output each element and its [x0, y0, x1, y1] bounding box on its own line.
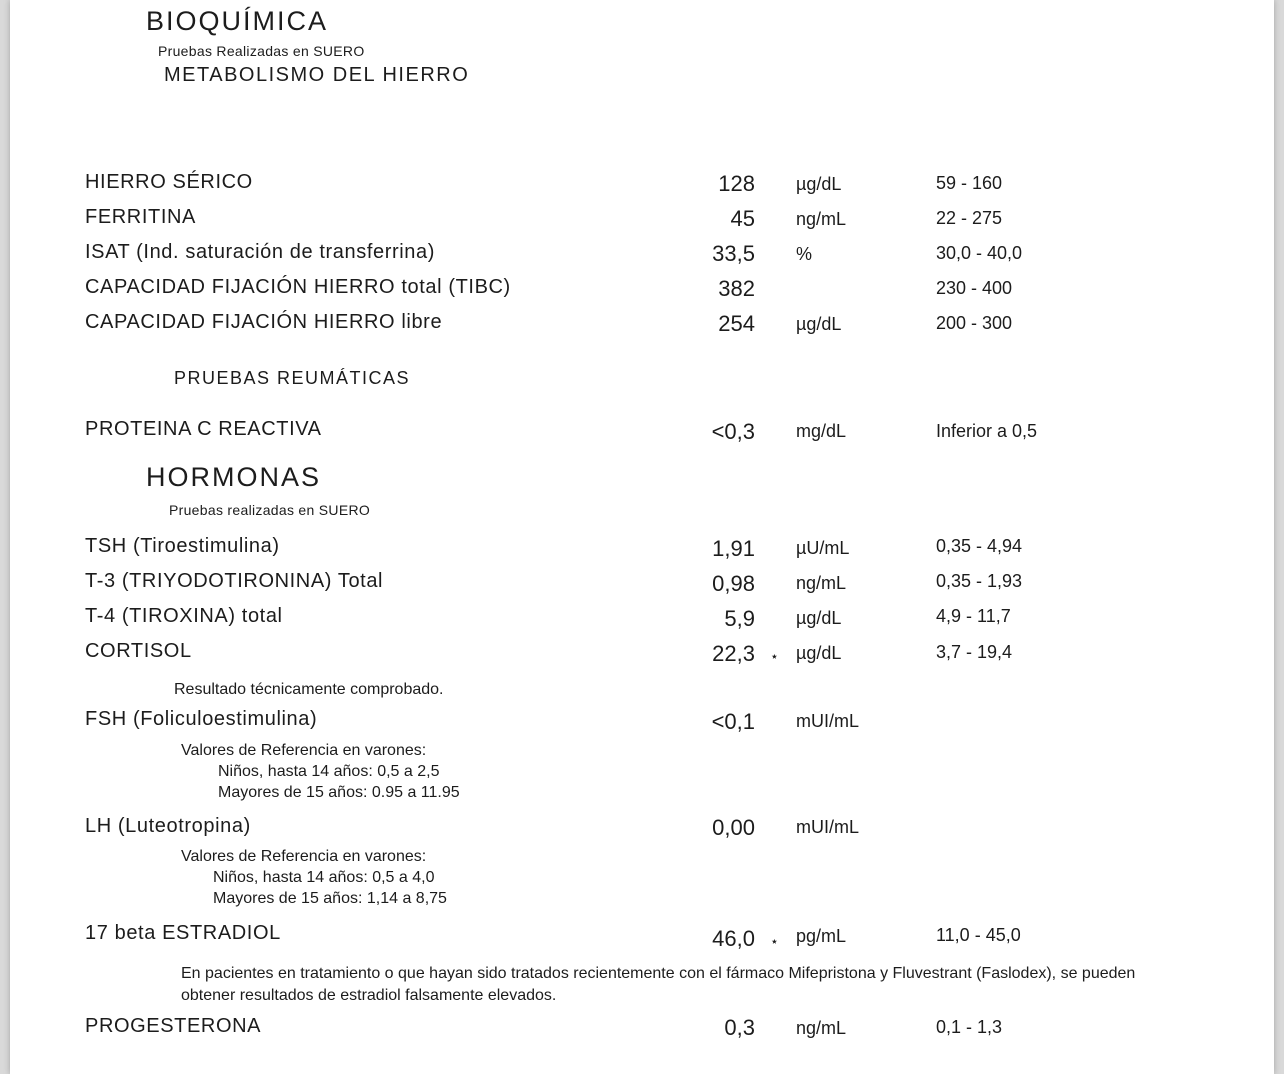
test-value: 128: [718, 171, 755, 196]
test-reference: Inferior a 0,5: [936, 421, 1038, 441]
test-name: CORTISOL: [85, 640, 192, 662]
test-value: 382: [718, 276, 755, 301]
test-reference: 0,35 - 4,94: [936, 536, 1023, 556]
report-subtitle: Pruebas Realizadas en SUERO: [158, 43, 365, 59]
test-reference: 30,0 - 40,0: [936, 243, 1023, 263]
test-value: 254: [718, 311, 755, 336]
test-name: T-4 (TIROXINA) total: [85, 605, 283, 627]
test-value: <0,3: [711, 419, 755, 444]
test-reference: 4,9 - 11,7: [936, 606, 1011, 626]
fsh-reference-heading: Valores de Referencia en varones:: [181, 742, 427, 759]
test-reference: 230 - 400: [936, 278, 1013, 298]
test-name: ISAT (Ind. saturación de transferrina): [85, 241, 435, 263]
test-reference: 0,35 - 1,93: [936, 571, 1023, 591]
test-name: T-3 (TRIYODOTIRONINA) Total: [85, 570, 384, 592]
abnormal-flag-icon: ⋆: [770, 933, 779, 949]
fsh-reference-adults: Mayores de 15 años: 0.95 a 11.95: [218, 784, 460, 801]
report-title: BIOQUÍMICA: [146, 6, 329, 36]
test-reference: 200 - 300: [936, 313, 1013, 333]
test-reference: 0,1 - 1,3: [936, 1017, 1003, 1037]
test-unit: µg/dL: [796, 314, 842, 334]
test-reference: 11,0 - 45,0: [936, 925, 1021, 945]
test-value: 0,98: [712, 571, 755, 596]
test-value: <0,1: [711, 709, 755, 734]
test-value: 45: [730, 206, 755, 231]
test-unit: ng/mL: [796, 209, 847, 229]
test-unit: µU/mL: [796, 538, 850, 558]
test-unit: ng/mL: [796, 1018, 847, 1038]
section-title-hormones: HORMONAS: [146, 462, 322, 492]
test-unit: µg/dL: [796, 608, 842, 628]
test-unit: ng/mL: [796, 573, 847, 593]
test-value: 0,3: [724, 1015, 755, 1040]
test-name: PROGESTERONA: [85, 1015, 262, 1037]
test-name: CAPACIDAD FIJACIÓN HIERRO libre: [85, 311, 443, 333]
test-value: 33,5: [712, 241, 755, 266]
estradiol-note: En pacientes en tratamiento o que hayan sido tratados recientemente con el fármaco Mifepristona y Fluvestrant (Faslodex), se pueden obtener resultados de estradiol falsamente elevados.: [181, 965, 1136, 1004]
hormones-subtitle: Pruebas realizadas en SUERO: [169, 502, 371, 518]
section-title-rheum: PRUEBAS REUMÁTICAS: [174, 368, 411, 388]
test-value: 5,9: [724, 606, 755, 631]
test-reference: 22 - 275: [936, 208, 1003, 228]
test-reference: 3,7 - 19,4: [936, 642, 1013, 662]
test-unit: %: [796, 244, 813, 264]
test-value: 1,91: [712, 536, 755, 561]
test-name: FERRITINA: [85, 206, 196, 228]
test-name: HIERRO SÉRICO: [85, 171, 253, 193]
test-value: 22,3: [712, 641, 755, 666]
test-value: 46,0: [712, 926, 755, 951]
test-name: CAPACIDAD FIJACIÓN HIERRO total (TIBC): [85, 276, 511, 298]
test-unit: mg/dL: [796, 421, 847, 441]
test-name: 17 beta ESTRADIOL: [85, 922, 281, 944]
lh-reference-heading: Valores de Referencia en varones:: [181, 848, 427, 865]
test-unit: mUI/mL: [796, 711, 859, 731]
test-name: FSH (Foliculoestimulina): [85, 708, 318, 730]
section-title-iron: METABOLISMO DEL HIERRO: [164, 64, 470, 86]
test-unit: µg/dL: [796, 174, 842, 194]
abnormal-flag-icon: ⋆: [770, 648, 779, 664]
lh-reference-adults: Mayores de 15 años: 1,14 a 8,75: [213, 890, 447, 907]
test-value: 0,00: [712, 815, 755, 840]
test-reference: 59 - 160: [936, 173, 1003, 193]
test-name: LH (Luteotropina): [85, 815, 251, 837]
fsh-reference-children: Niños, hasta 14 años: 0,5 a 2,5: [218, 763, 440, 780]
test-unit: µg/dL: [796, 643, 842, 663]
test-unit: mUI/mL: [796, 817, 859, 837]
test-name: PROTEINA C REACTIVA: [85, 418, 322, 440]
lh-reference-children: Niños, hasta 14 años: 0,5 a 4,0: [213, 869, 435, 886]
lab-report-page: [10, 0, 1274, 1074]
test-unit: pg/mL: [796, 926, 847, 946]
cortisol-note: Resultado técnicamente comprobado.: [174, 681, 444, 698]
test-name: TSH (Tiroestimulina): [85, 535, 280, 557]
